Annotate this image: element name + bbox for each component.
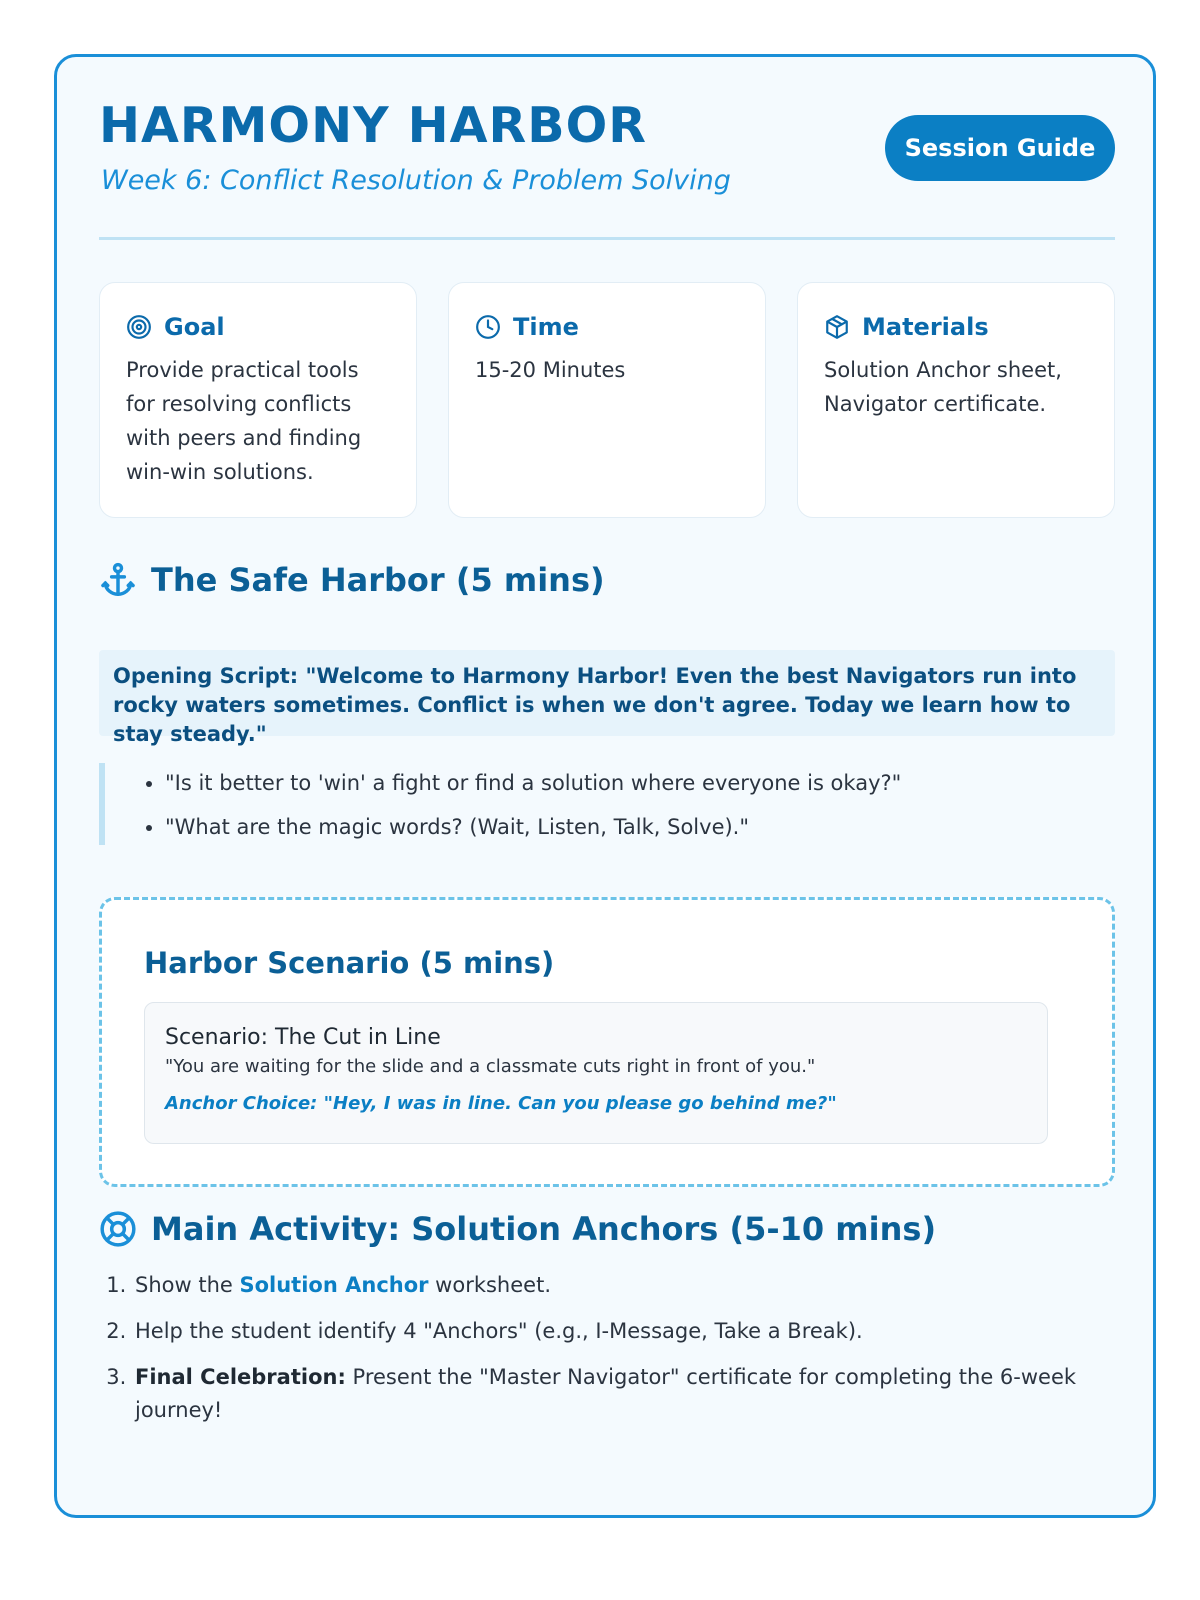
time-card-heading [475, 313, 739, 341]
safe-harbor-title: The Safe Harbor (5 mins) [151, 561, 605, 599]
time-text: 15-20 Minutes [475, 358, 626, 382]
goal-text: Provide practical tools for resolving conflicts with peers and finding win-win solutions. [126, 358, 362, 484]
time-label: Time [513, 313, 579, 341]
session-guide-button[interactable]: Session Guide [885, 115, 1115, 181]
opening-script: Opening Script: "Welcome to Harmony Harbor! Even the best Navigators run into rocky waters sometimes. Conflict is when we don't agree. Today we learn how to stay steady." [99, 650, 1115, 736]
materials-card [797, 282, 1115, 518]
anchor-icon [99, 561, 137, 599]
list-item [133, 1269, 1115, 1302]
harbor-scenario-panel [99, 897, 1115, 1187]
lifebuoy-icon [99, 1210, 137, 1248]
step-text: Show the [135, 1273, 240, 1297]
goal-label: Goal [164, 313, 225, 341]
goal-card-heading [126, 313, 390, 341]
page-subtitle: Week 6: Conflict Resolution & Problem Solving [101, 165, 731, 196]
header-divider [99, 237, 1115, 240]
materials-card-heading [824, 313, 1088, 341]
list-item: • "What are the magic words? (Wait, Listen, Talk, Solve)." [165, 805, 1115, 849]
goal-card [99, 282, 417, 518]
target-icon [126, 314, 152, 340]
list-item: • "Is it better to 'win' a fight or find a solution where everyone is okay?" [165, 761, 1115, 805]
materials-text: Solution Anchor sheet, Navigator certificate. [824, 358, 1062, 416]
scenario-quote: "You are waiting for the slide and a classmate cuts right in front of you." [165, 1056, 816, 1077]
scenario-heading: Harbor Scenario (5 mins) [144, 946, 555, 980]
page-title: HARMONY HARBOR [99, 97, 648, 154]
list-item: 2. Help the student identify 4 "Anchors" (e.g., I-Message, Take a Break). [133, 1315, 1115, 1348]
materials-label: Materials [862, 313, 989, 341]
main-activity-title: Main Activity: Solution Anchors (5-10 mins) [151, 1210, 937, 1248]
scenario-title: Scenario: The Cut in Line [165, 1025, 441, 1050]
time-card [448, 282, 766, 518]
solution-anchor-link: Solution Anchor [239, 1273, 429, 1297]
step-text: Present the "Master Navigator" certificate for completing the 6-week journey! [135, 1365, 1077, 1422]
header [99, 97, 1115, 197]
safe-harbor-heading [99, 561, 605, 599]
activity-steps [99, 1269, 1115, 1440]
info-cards [99, 282, 1115, 518]
step-text: worksheet. [428, 1273, 551, 1297]
scenario-card [144, 1002, 1048, 1144]
box-icon [824, 314, 850, 340]
list-item [133, 1361, 1115, 1427]
anchor-choice: Anchor Choice: "Hey, I was in line. Can you please go behind me?" [165, 1093, 837, 1114]
main-activity-heading [99, 1210, 936, 1248]
clock-icon [475, 314, 501, 340]
session-guide-card [54, 54, 1156, 1518]
discussion-questions [99, 763, 1115, 845]
step-label: Final Celebration: [135, 1365, 346, 1389]
